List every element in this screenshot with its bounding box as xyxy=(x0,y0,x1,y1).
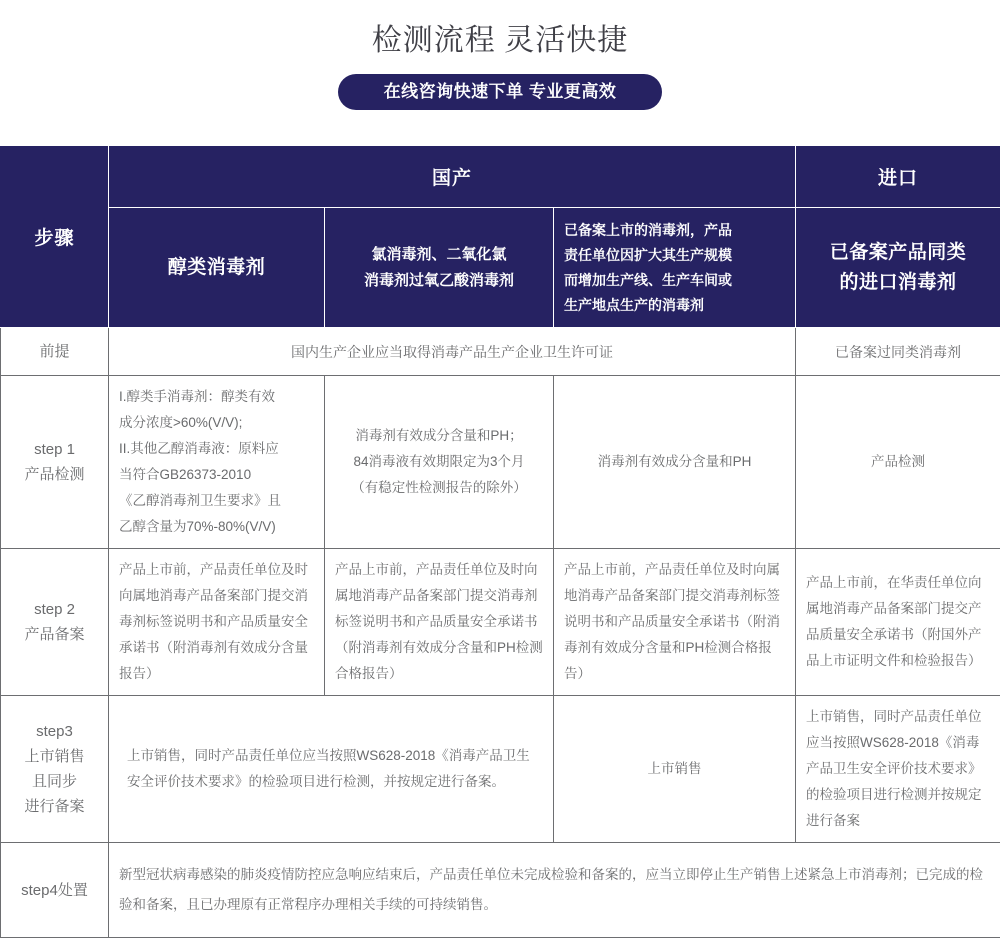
header-row-sub xyxy=(1,208,1000,328)
header-sub-filed-line3: 而增加生产线、生产车间或 xyxy=(564,268,785,293)
row-label-step3-line2: 上市销售 xyxy=(11,744,98,769)
cell-step2-import: 产品上市前，在华责任单位向属地消毒产品备案部门提交产品质量安全承诺书（附国外产品上市证明文件和检验报告） xyxy=(796,549,1000,696)
row-label-step3-line3: 且同步 xyxy=(11,769,98,794)
cell-step1-chlorine xyxy=(325,376,554,549)
header-sub-import xyxy=(796,208,1000,328)
table-body xyxy=(1,328,1000,938)
cell-step2-filed: 产品上市前，产品责任单位及时向属地消毒产品备案部门提交消毒剂标签说明书和产品质量安全承诺书（附消毒剂有效成分含量和PH检测合格报告） xyxy=(554,549,796,696)
row-label-step1-line1: step 1 xyxy=(11,437,98,462)
header-sub-chlorine xyxy=(325,208,554,328)
row-label-step4: step4处置 xyxy=(1,843,109,938)
subtitle-pill[interactable]: 在线咨询快速下单 专业更高效 xyxy=(338,74,663,110)
cell-step1-chlorine-line2: 84消毒液有效期限定为3个月 xyxy=(335,449,543,475)
cell-step1-chlorine-line3: （有稳定性检测报告的除外） xyxy=(335,475,543,501)
cell-step3-filed: 上市销售 xyxy=(554,696,796,843)
table-row xyxy=(1,843,1000,938)
header-sub-chlorine-line2: 消毒剂过氧乙酸消毒剂 xyxy=(335,268,543,294)
page-title: 检测流程 灵活快捷 xyxy=(0,22,1000,60)
header-sub-filed-line4: 生产地点生产的消毒剂 xyxy=(564,293,785,318)
header-sub-import-line2: 的进口消毒剂 xyxy=(806,268,990,298)
cell-step3-domestic-pair: 上市销售，同时产品责任单位应当按照WS628-2018《消毒产品卫生安全评价技术要求》的检验项目进行检测，并按规定进行备案。 xyxy=(109,696,554,843)
table-row xyxy=(1,696,1000,843)
header-sub-chlorine-line1: 氯消毒剂、二氧化氯 xyxy=(335,242,543,268)
row-label-step3 xyxy=(1,696,109,843)
header-sub-import-line1: 已备案产品同类 xyxy=(806,238,990,268)
cell-step1-alcohol-line6: 乙醇含量为70%-80%(V/V) xyxy=(119,514,314,540)
row-label-step3-line4: 进行备案 xyxy=(11,794,98,819)
cell-step1-import: 产品检测 xyxy=(796,376,1000,549)
cell-step2-chlorine: 产品上市前，产品责任单位及时向属地消毒产品备案部门提交消毒剂标签说明书和产品质量安全承诺书（附消毒剂有效成分含量和PH检测合格报告） xyxy=(325,549,554,696)
flow-table-wrapper xyxy=(0,145,1000,938)
header-group-domestic: 国产 xyxy=(109,146,796,208)
header-step: 步骤 xyxy=(1,146,109,328)
cell-premise-import: 已备案过同类消毒剂 xyxy=(796,328,1000,376)
cell-step4-all: 新型冠状病毒感染的肺炎疫情防控应急响应结束后，产品责任单位未完成检验和备案的，应当立即停止生产销售上述紧急上市消毒剂；已完成的检验和备案，且已办理原有正常程序办理相关手续的可持续销售。 xyxy=(109,843,1000,938)
cell-step1-alcohol xyxy=(109,376,325,549)
table-head xyxy=(1,146,1000,328)
cell-step2-alcohol: 产品上市前，产品责任单位及时向属地消毒产品备案部门提交消毒剂标签说明书和产品质量安全承诺书（附消毒剂有效成分含量报告） xyxy=(109,549,325,696)
flow-table xyxy=(0,145,1000,938)
table-row xyxy=(1,328,1000,376)
cell-step1-chlorine-line1: 消毒剂有效成分含量和PH； xyxy=(335,423,543,449)
cell-step1-alcohol-line4: 当符合GB26373-2010 xyxy=(119,462,314,488)
header-sub-alcohol: 醇类消毒剂 xyxy=(109,208,325,328)
header-sub-filed-line1: 已备案上市的消毒剂，产品 xyxy=(564,218,785,243)
cell-step1-filed: 消毒剂有效成分含量和PH xyxy=(554,376,796,549)
cell-step3-import: 上市销售，同时产品责任单位应当按照WS628-2018《消毒产品卫生安全评价技术要求》的检验项目进行检测并按规定进行备案 xyxy=(796,696,1000,843)
cell-step1-alcohol-line5: 《乙醇消毒剂卫生要求》且 xyxy=(119,488,314,514)
subtitle-pill-wrap xyxy=(0,74,1000,110)
row-label-step2-line1: step 2 xyxy=(11,597,98,622)
row-label-step2 xyxy=(1,549,109,696)
header-group-import: 进口 xyxy=(796,146,1000,208)
cell-premise-domestic: 国内生产企业应当取得消毒产品生产企业卫生许可证 xyxy=(109,328,796,376)
row-label-step2-line2: 产品备案 xyxy=(11,622,98,647)
table-row xyxy=(1,376,1000,549)
header-sub-filed-line2: 责任单位因扩大其生产规模 xyxy=(564,243,785,268)
header-row-group xyxy=(1,146,1000,208)
row-label-premise: 前提 xyxy=(1,328,109,376)
row-label-step3-line1: step3 xyxy=(11,719,98,744)
table-row xyxy=(1,549,1000,696)
row-label-step1 xyxy=(1,376,109,549)
header-sub-filed xyxy=(554,208,796,328)
header-block xyxy=(0,0,1000,110)
cell-step1-alcohol-line3: II.其他乙醇消毒液：原料应 xyxy=(119,436,314,462)
row-label-step1-line2: 产品检测 xyxy=(11,462,98,487)
cell-step1-alcohol-line2: 成分浓度>60%(V/V); xyxy=(119,410,314,436)
cell-step1-alcohol-line1: I.醇类手消毒剂：醇类有效 xyxy=(119,384,314,410)
